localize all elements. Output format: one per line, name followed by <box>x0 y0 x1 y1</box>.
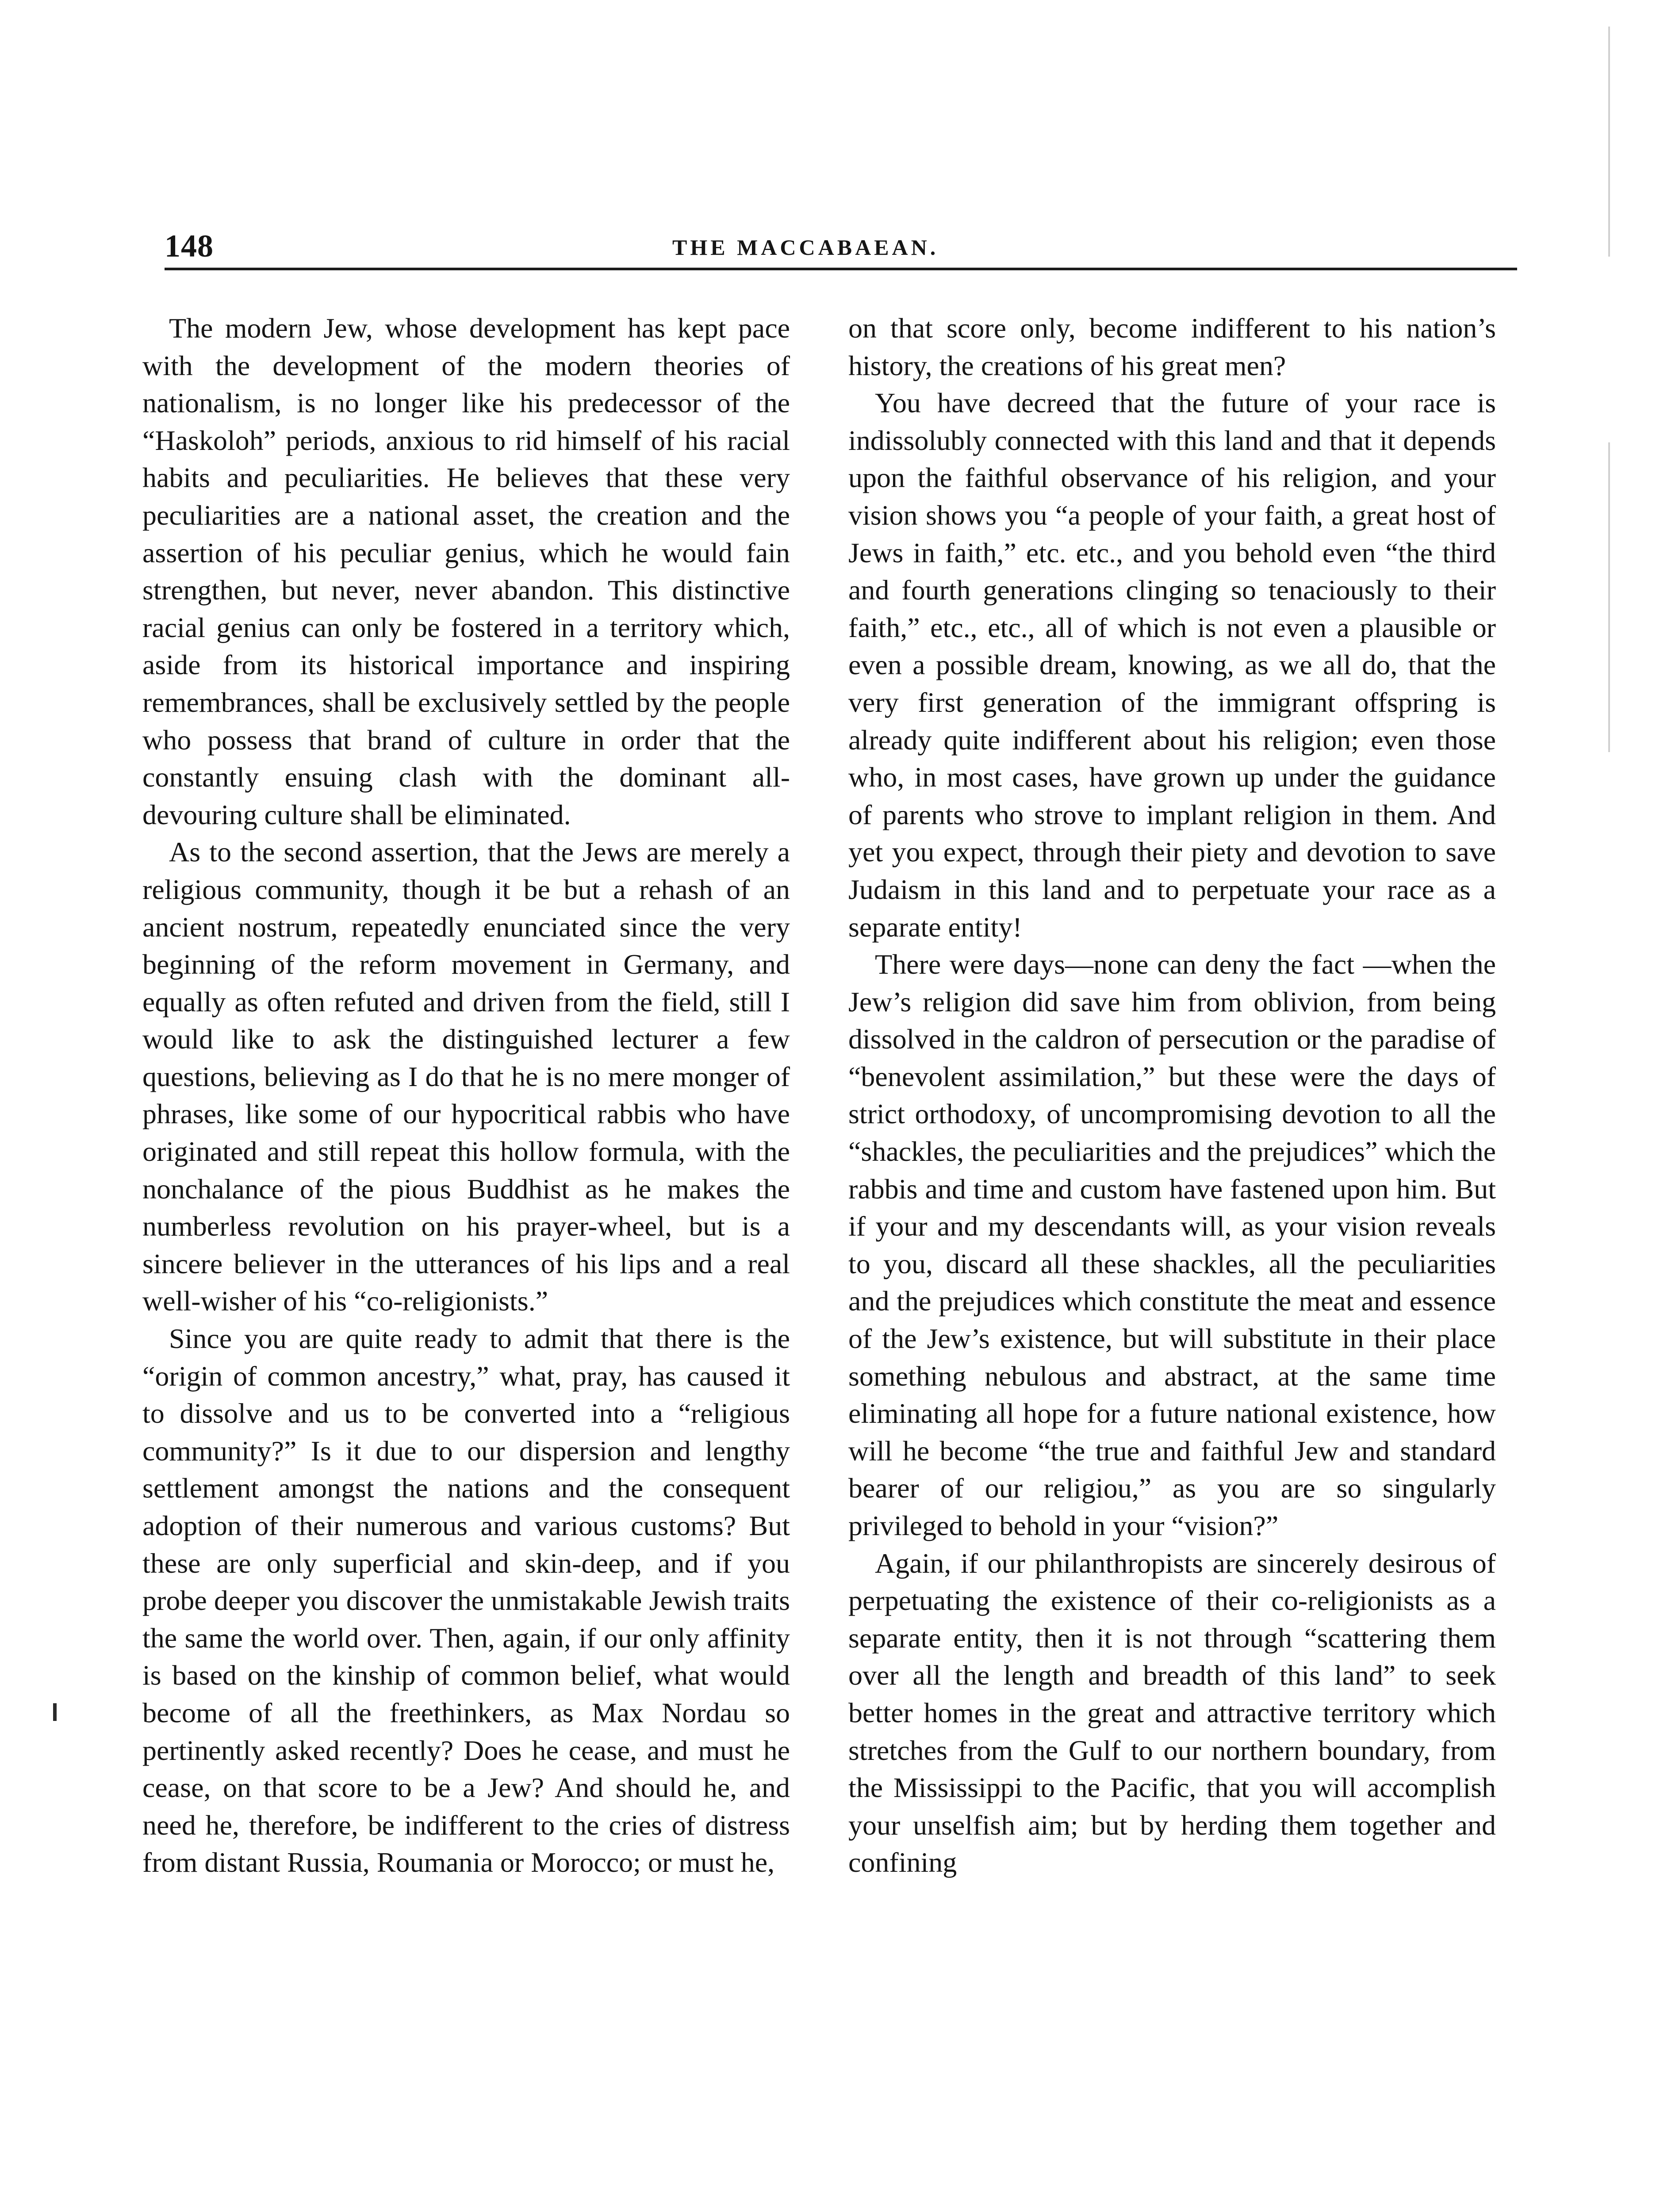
running-title: THE MACCABAEAN. <box>672 235 939 260</box>
right-column <box>848 310 1496 1882</box>
header-rule <box>165 268 1517 270</box>
left-column <box>142 310 790 1882</box>
paragraph: You have decreed that the future of your race is indissolubly connected with this land and that it depends upon the faithful observance of his religion, and your vision shows you “a people of your faith, a great host of Jews in faith,” etc. etc., and you behold even “the third and fourth generations clinging so tenaciously to their faith,” etc., etc., all of which is not even a plausible or even a possible dream, knowing, as we all do, that the very first generation of the immigrant offspring is already quite indifferent about his religion; even those who, in most cases, have grown up under the guidance of parents who strove to implant religion in them. And yet you expect, through their piety and devotion to save Judaism in this land and to perpetuate your race as a separate entity! <box>848 387 1496 943</box>
scan-artifact-line <box>1608 27 1610 257</box>
page-number: 148 <box>165 228 214 264</box>
paragraph: There were days—none can deny the fact —when the Jew’s religion did save him from oblivion, from being dissolved in the caldron of persecution or the paradise of “benevolent assimilation,” but these were the days of strict orthodoxy, of uncompromising devotion to all the “shackles, the peculiarities and the prejudices” which the rabbis and time and custom have fastened upon him. But if your and my descendants will, as your vision reveals to you, discard all these shackles, all the peculiarities and the prejudices which constitute the meat and essence of the Jew’s existence, but will substitute in their place something nebulous and abstract, at the same time eliminating all hope for a future national existence, how will he become “the true and faithful Jew and standard bearer of our religiou,” as you are so singularly privileged to behold in your “vision?” <box>848 949 1496 1541</box>
paragraph-continuation: on that score only, become indifferent to his nation’s history, the creations of his great men? <box>848 312 1496 381</box>
paragraph: Since you are quite ready to admit that there is the “origin of common ancestry,” what, pray, has caused it to dissolve and us to be converted into a “religious community?” Is it due to our dispersion and lengthy settlement amongst the nations and the consequent adoption of their numerous and various customs? But these are only superficial and skin-deep, and if you probe deeper you discover the unmistakable Jewish traits the same the world over. Then, again, if our only affinity is based on the kinship of common belief, what would become of all the freethinkers, as Max Nordau so pertinently asked recently? Does he cease, and must he cease, on that score to be a Jew? And should he, and need he, therefore, be indifferent to the cries of distress from distant Russia, Roumania or Morocco; or must he, <box>142 1323 790 1878</box>
paragraph: The modern Jew, whose development has kept pace with the development of the modern theories of nationalism, is no longer like his predecessor of the “Haskoloh” periods, anxious to rid himself of his racial habits and peculiarities. He believes that these very peculiarities are a national asset, the creation and the assertion of his peculiar genius, which he would fain strengthen, but never, never abandon. This distinctive racial genius can only be fostered in a territory which, aside from its historical importance and inspiring remembrances, shall be exclusively settled by the people who possess that brand of culture in order that the constantly ensuing clash with the dominant all-devouring culture shall be eliminated. <box>142 312 790 830</box>
paragraph: Again, if our philanthropists are sincerely desirous of perpetuating the existence of their co-religionists as a separate entity, then it is not through “scattering them over all the length and breadth of this land” to seek better homes in the great and attractive territory which stretches from the Gulf to our northern boundary, from the Mississippi to the Pacific, that you will accomplish your unselfish aim; but by herding them together and confining <box>848 1547 1496 1878</box>
paragraph: As to the second assertion, that the Jews are merely a religious community, though it be but a rehash of an ancient nostrum, repeatedly enunciated since the very beginning of the reform movement in Germany, and equally as often refuted and driven from the field, still I would like to ask the distinguished lecturer a few questions, believing as I do that he is no mere monger of phrases, like some of our hypocritical rabbis who have originated and still repeat this hollow formula, with the nonchalance of the pious Buddhist as he makes the numberless revolution on his prayer-wheel, but is a sincere believer in the utterances of his lips and a real well-wisher of his “co-religionists.” <box>142 836 790 1317</box>
scan-artifact-line <box>1608 442 1610 752</box>
margin-mark <box>53 1703 57 1721</box>
